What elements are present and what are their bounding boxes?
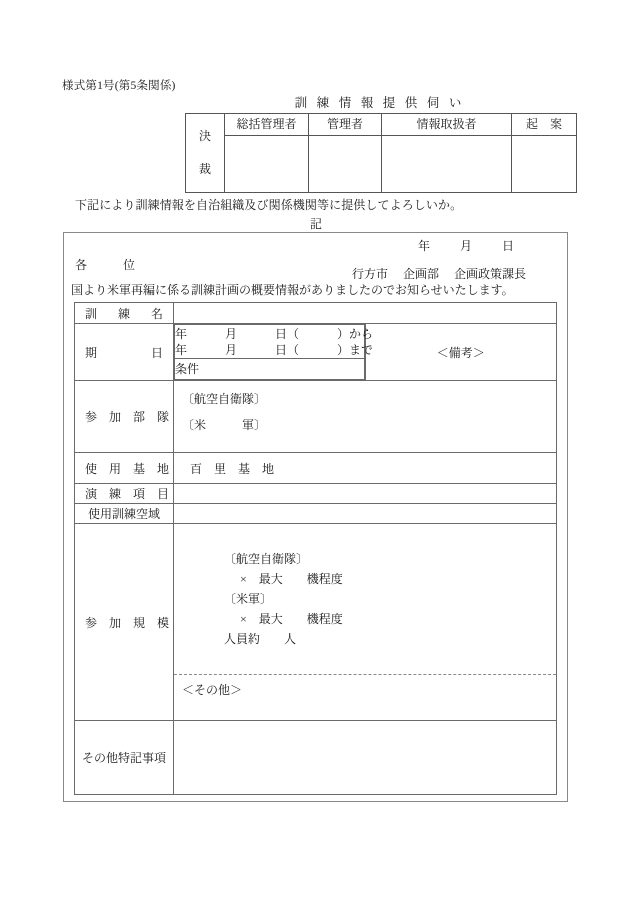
scale-us-header: 〔米軍〕 [224,592,273,606]
label-special-notes: その他特記事項 [75,721,174,795]
table-row-training-airspace [75,504,557,524]
approval-col-header-drafter: 起 案 [512,114,577,136]
period-to-month: 月 [225,342,238,357]
period-date-rows [174,324,374,380]
unit-line-jasdf: 〔航空自衛隊〕 [182,392,267,406]
approval-label-kessai [186,114,225,193]
period-from-line [175,326,374,342]
approval-col-header-info-handler: 情報取扱者 [382,114,512,136]
issue-date-day: 日 [502,239,515,253]
label-condition: 条件 [175,362,200,376]
scale-us-personnel: 人員約 人 [224,632,297,646]
label-remarks: ＜備考＞ [436,345,485,360]
table-row-participation-scale [75,524,557,721]
participation-scale-upper[interactable] [174,545,556,675]
label-training-name: 訓 練 名 [75,303,174,324]
label-period: 期 日 [75,324,174,381]
page-title: 訓 練 情 報 提 供 伺 い [294,96,465,110]
period-to-line [175,342,374,358]
approval-stamp-general-manager[interactable] [225,136,309,193]
addressee: 各 位 [75,258,148,272]
approval-table [185,113,577,193]
lead-sentence: 下記により訓練情報を自治組織及び関係機関等に提供してよろしいか。 [75,198,463,212]
kessai-char-1: 決 [198,129,211,144]
table-row-special-notes [75,721,557,795]
body-sentence: 国より米軍再編に係る訓練計画の概要情報がありましたのでお知らせいたします。 [71,283,514,297]
label-participation-scale: 参 加 規 模 [75,524,174,721]
period-from-month: 月 [225,326,238,341]
issuer-city: 行方市 [352,267,389,281]
period-condition-row[interactable] [175,359,365,380]
issue-date-month: 月 [460,239,473,253]
ki-marker: 記 [309,217,322,231]
label-exercise-items: 演 練 項 目 [75,484,174,504]
value-base-used[interactable]: 百 里 基 地 [174,453,557,484]
training-info-table [74,302,557,795]
approval-value-row [186,136,577,193]
issue-date-line [418,237,514,254]
table-row-participating-units [75,381,557,453]
participation-scale-other[interactable] [174,675,556,699]
issuer-department: 企画部 [403,267,440,281]
approval-stamp-drafter[interactable] [512,136,577,193]
remarks-cell[interactable] [365,324,557,381]
value-training-name[interactable] [174,303,557,324]
scale-us-detail: × 最大 機程度 [240,612,343,626]
value-participation-scale [174,524,557,721]
period-from-suffix: ）から [337,326,374,341]
unit-line-us: 〔米 軍〕 [182,418,267,432]
period-date-range[interactable] [175,325,374,359]
table-row-period [75,324,557,381]
table-row-base-used [75,453,557,484]
form-number: 様式第1号(第5条関係) [62,80,176,92]
label-participating-units: 参 加 部 隊 [75,381,174,453]
period-from-year: 年 [175,326,188,341]
period-to-day: 日（ [275,342,300,357]
label-base-used: 使 用 基 地 [75,453,174,484]
issue-date-year: 年 [418,239,431,253]
kessai-char-2: 裁 [198,162,211,176]
label-other: ＜その他＞ [182,683,243,697]
issuer-section: 企画政策課長 [454,267,527,281]
table-row-exercise-items [75,484,557,504]
value-special-notes[interactable] [174,721,557,795]
table-row-training-name [75,303,557,324]
approval-header-row [186,114,577,136]
approval-stamp-info-handler[interactable] [382,136,512,193]
approval-col-header-manager: 管理者 [309,114,382,136]
period-to-suffix: ）まで [337,342,374,357]
scale-jasdf-header: 〔航空自衛隊〕 [224,552,309,566]
scale-jasdf-detail: × 最大 機程度 [240,572,343,586]
approval-stamp-manager[interactable] [309,136,382,193]
period-to-year: 年 [175,342,188,357]
value-participating-units[interactable] [174,381,557,453]
value-exercise-items[interactable] [174,484,557,504]
approval-col-header-general-manager: 総括管理者 [225,114,309,136]
period-value-group [174,324,374,381]
period-from-day: 日（ [275,326,300,341]
issuer-line [352,265,526,282]
label-training-airspace: 使用訓練空域 [75,504,174,524]
value-training-airspace[interactable] [174,504,557,524]
